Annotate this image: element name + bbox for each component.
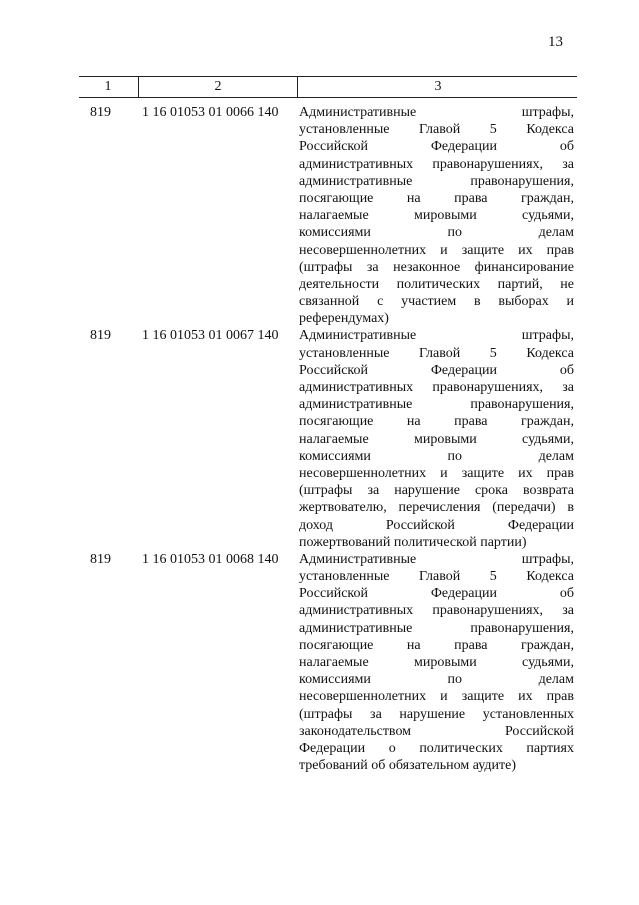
description-line: Российской Федерации об (299, 586, 574, 602)
admin-code: 819 (90, 551, 111, 567)
description-line: установленные Главой 5 Кодекса (299, 345, 574, 361)
description-line: установленные Главой 5 Кодекса (299, 569, 574, 585)
description-line: налагаемые мировыми судьями, (299, 431, 574, 447)
description-line: Административные штрафы, (299, 328, 574, 344)
description-line: административных правонарушениях, за (299, 380, 574, 395)
description-line: комиссиями по делам (299, 672, 574, 688)
description-line: посягающие на права граждан, (299, 414, 574, 430)
description-line: посягающие на права граждан, (299, 190, 574, 206)
description-line: (штрафы за нарушение срока возврата (299, 483, 574, 499)
description-line: административные правонарушения, (299, 397, 574, 413)
description-line: Административные штрафы, (299, 105, 574, 120)
description-line: деятельности политических партий, не (299, 276, 574, 292)
admin-code: 819 (90, 105, 111, 120)
income-description (299, 327, 574, 550)
description-line: административные правонарушения, (299, 173, 574, 189)
description-line: Федерации о политических партиях (299, 740, 574, 756)
description-line: несовершеннолетних и защите их прав (299, 465, 574, 481)
description-line: доход Российской Федерации (299, 517, 574, 533)
description-line: референдумах) (299, 311, 389, 327)
description-line: жертвователю, перечисления (передачи) в (299, 500, 574, 516)
description-line: несовершеннолетних и защите их прав (299, 242, 574, 258)
admin-code: 819 (90, 328, 111, 344)
description-line: Российской Федерации об (299, 362, 574, 378)
budget-classification-code: 1 16 01053 01 0067 140 (142, 328, 279, 344)
description-line: требований об обязательном аудите) (299, 758, 516, 774)
description-line: (штрафы за нарушение установленных (299, 706, 574, 722)
description-line: связанной с участием в выборах и (299, 294, 574, 310)
table-row (0, 327, 639, 550)
description-line: налагаемые мировыми судьями, (299, 208, 574, 224)
description-line: установленные Главой 5 Кодекса (299, 122, 574, 138)
description-line: комиссиями по делам (299, 448, 574, 464)
table-body (0, 104, 639, 774)
description-line: несовершеннолетних и защите их прав (299, 689, 574, 705)
description-line: Российской Федерации об (299, 139, 574, 155)
income-description (299, 551, 574, 774)
description-line: административных правонарушениях, за (299, 603, 574, 619)
description-line: административных правонарушениях, за (299, 156, 574, 172)
table-header (79, 76, 577, 98)
description-line: комиссиями по делам (299, 225, 574, 241)
table-row (0, 104, 639, 327)
description-line: Административные штрафы, (299, 551, 574, 567)
income-description (299, 104, 574, 327)
table-row (0, 551, 639, 774)
description-line: пожертвований политической партии) (299, 534, 527, 550)
description-line: (штрафы за незаконное финансирование (299, 259, 574, 275)
budget-classification-code: 1 16 01053 01 0066 140 (142, 105, 279, 120)
column-header-1: 1 (104, 79, 112, 94)
column-header-3: 3 (297, 77, 578, 97)
budget-classification-code: 1 16 01053 01 0068 140 (142, 551, 279, 567)
page-number: 13 (548, 34, 563, 50)
description-line: законодательством Российской (299, 723, 574, 739)
description-line: налагаемые мировыми судьями, (299, 655, 574, 670)
description-line: административные правонарушения, (299, 620, 574, 636)
column-header-2: 2 (138, 77, 297, 97)
description-line: посягающие на права граждан, (299, 637, 574, 653)
